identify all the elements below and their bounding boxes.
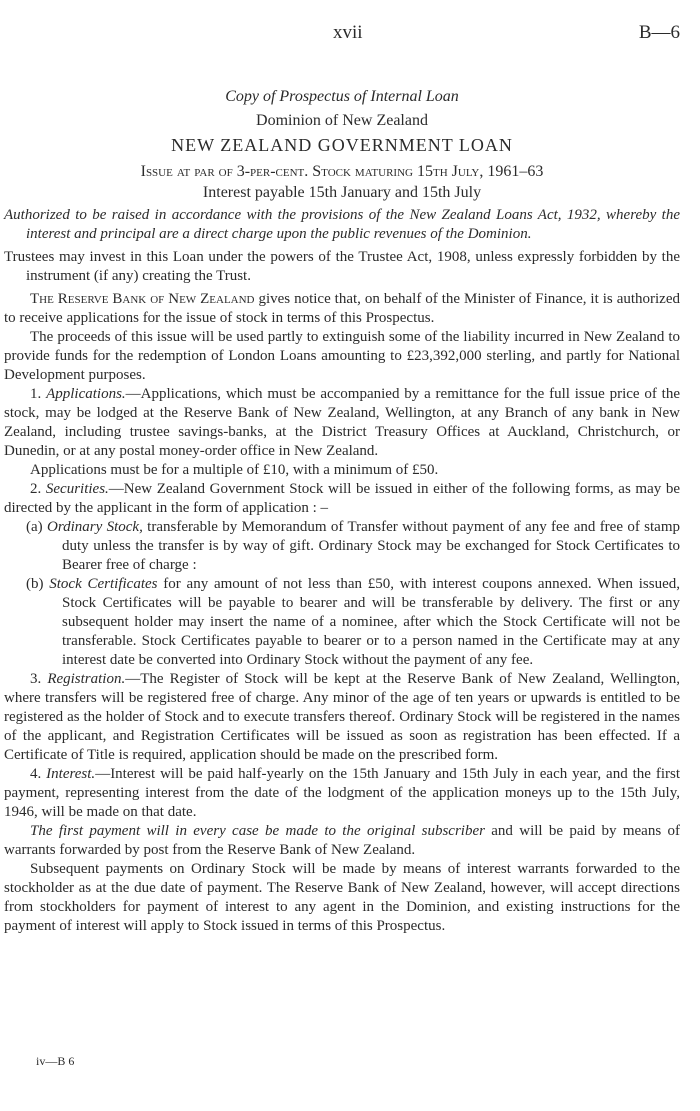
securities-item-a [4, 518, 680, 575]
applications-number: 1. [30, 386, 47, 402]
securities-title: Securities. [45, 481, 109, 497]
securities-number: 2. [30, 481, 46, 497]
interest-dates-line: Interest payable 15th January and 15th July [202, 184, 482, 201]
registration-paragraph [4, 670, 680, 765]
item-b-text: for any amount of not less than £50, with interest coupons annexed. When issued, Stock Certificates will be payable to bearer and will be transferable by delivery. The first or any subsequent holder may insert the name of a nominee, after which the Stock Certificate will not be transferable. Stock Certificates payable to bearer or to a person named in the Certificate may at any interest date be converted into Ordinary Stock without the payment of any fee. [62, 576, 680, 668]
applications-title: Applications. [46, 386, 126, 402]
item-a-text: transferable by Memorandum of Transfer without payment of any fee and free of stamp duty unless the transfer is by way of gift. Ordinary Stock may be exchanged for Stock Certificates to Bearer free of charge : [62, 519, 680, 573]
applications-minimum-paragraph: Applications must be for a multiple of £10, with a minimum of £50. [30, 462, 439, 478]
registration-text: —The Register of Stock will be kept at the Reserve Bank of New Zealand, Wellington, where transfers will be registered free of charge. Any minor of the age of ten years or upwards is entitled to be registered as the holder of Stock and to execute transfers thereof. Ordinary Stock will be registered in the names of the applicant, and Registration Certificates will be issued as soon as registration has been effected. If a Certificate of Title is required, application should be made on the prescribed form. [4, 671, 681, 763]
page-folio: xvii [333, 22, 363, 43]
authorization-paragraph: Authorized to be raised in accordance with the provisions of the New Zealand Loans Act, 1932, whereby the interest and principal are a direct charge upon the public revenues of the Dominion. [4, 207, 680, 242]
reserve-bank-paragraph [4, 290, 680, 328]
dominion-heading: Dominion of New Zealand [256, 112, 428, 129]
issue-line: Issue at par of 3-per-cent. Stock maturing 15th July, 1961–63 [140, 163, 544, 180]
subsequent-payments-paragraph: Subsequent payments on Ordinary Stock will be made by means of interest warrants forwarded to the stockholder as at the due date of payment. The Reserve Bank of New Zealand, however, will accept directions from stockholders for payment of interest to any agent in the Dominion, and existing instructions for the payment of interest will apply to Stock issued in terms of this Prospectus. [4, 861, 680, 934]
first-payment-italic: The first payment will in every case be made to the original subscriber [30, 823, 485, 839]
proceeds-paragraph: The proceeds of this issue will be used partly to extinguish some of the liability incurred in New Zealand to provide funds for the redemption of London Loans amounting to £23,392,000 sterling, and partly for National Development purposes. [4, 329, 680, 383]
interest-text: —Interest will be paid half-yearly on the 15th January and 15th July in each year, and the first payment, representing interest from the date of the lodgment of the application moneys up to the 15th July, 1946, will be made on that date. [4, 766, 681, 820]
loan-title: NEW ZEALAND GOVERNMENT LOAN [171, 135, 513, 155]
securities-text: —New Zealand Government Stock will be issued in either of the following forms, as may be directed by the applicant in the form of application : – [4, 481, 681, 516]
first-payment-paragraph [4, 822, 680, 860]
registration-title: Registration. [47, 671, 126, 687]
applications-paragraph [4, 385, 680, 461]
printer-signature: iv—B 6 [36, 1054, 75, 1068]
trustees-paragraph: Trustees may invest in this Loan under the powers of the Trustee Act, 1908, unless expressly forbidden by the instrument (if any) creating the Trust. [4, 249, 680, 284]
first-payment-text: and will be paid by means of warrants forwarded by post from the Reserve Bank of New Zealand. [4, 823, 680, 858]
interest-title: Interest. [46, 766, 96, 782]
registration-number: 3. [30, 671, 48, 687]
item-a-label: (a) [26, 519, 47, 535]
securities-paragraph [4, 480, 680, 518]
item-b-label: (b) [26, 576, 50, 592]
reserve-bank-text: gives notice that, on behalf of the Minister of Finance, it is authorized to receive applications for the issue of stock in terms of this Prospectus. [4, 291, 680, 326]
item-b-title: Stock Certificates [49, 576, 158, 592]
sheet-reference: B—6 [638, 22, 680, 43]
interest-number: 4. [30, 766, 47, 782]
applications-text: —Applications, which must be accompanied by a remittance for the full issue price of the stock, may be lodged at the Reserve Bank of New Zealand, Wellington, at any Branch of any bank in New Zealand, including trustee savings-banks, at the District Treasury Offices at Auckland, Christchurch, or Dunedin, or at any postal money-order office in New Zealand. [4, 386, 681, 459]
prospectus-heading: Copy of Prospectus of Internal Loan [225, 88, 459, 105]
reserve-bank-name: The Reserve Bank of New Zealand [30, 291, 255, 307]
document-body [4, 90, 680, 936]
securities-item-b [4, 575, 680, 670]
item-a-title: Ordinary Stock, [46, 519, 143, 535]
interest-paragraph [4, 765, 680, 822]
